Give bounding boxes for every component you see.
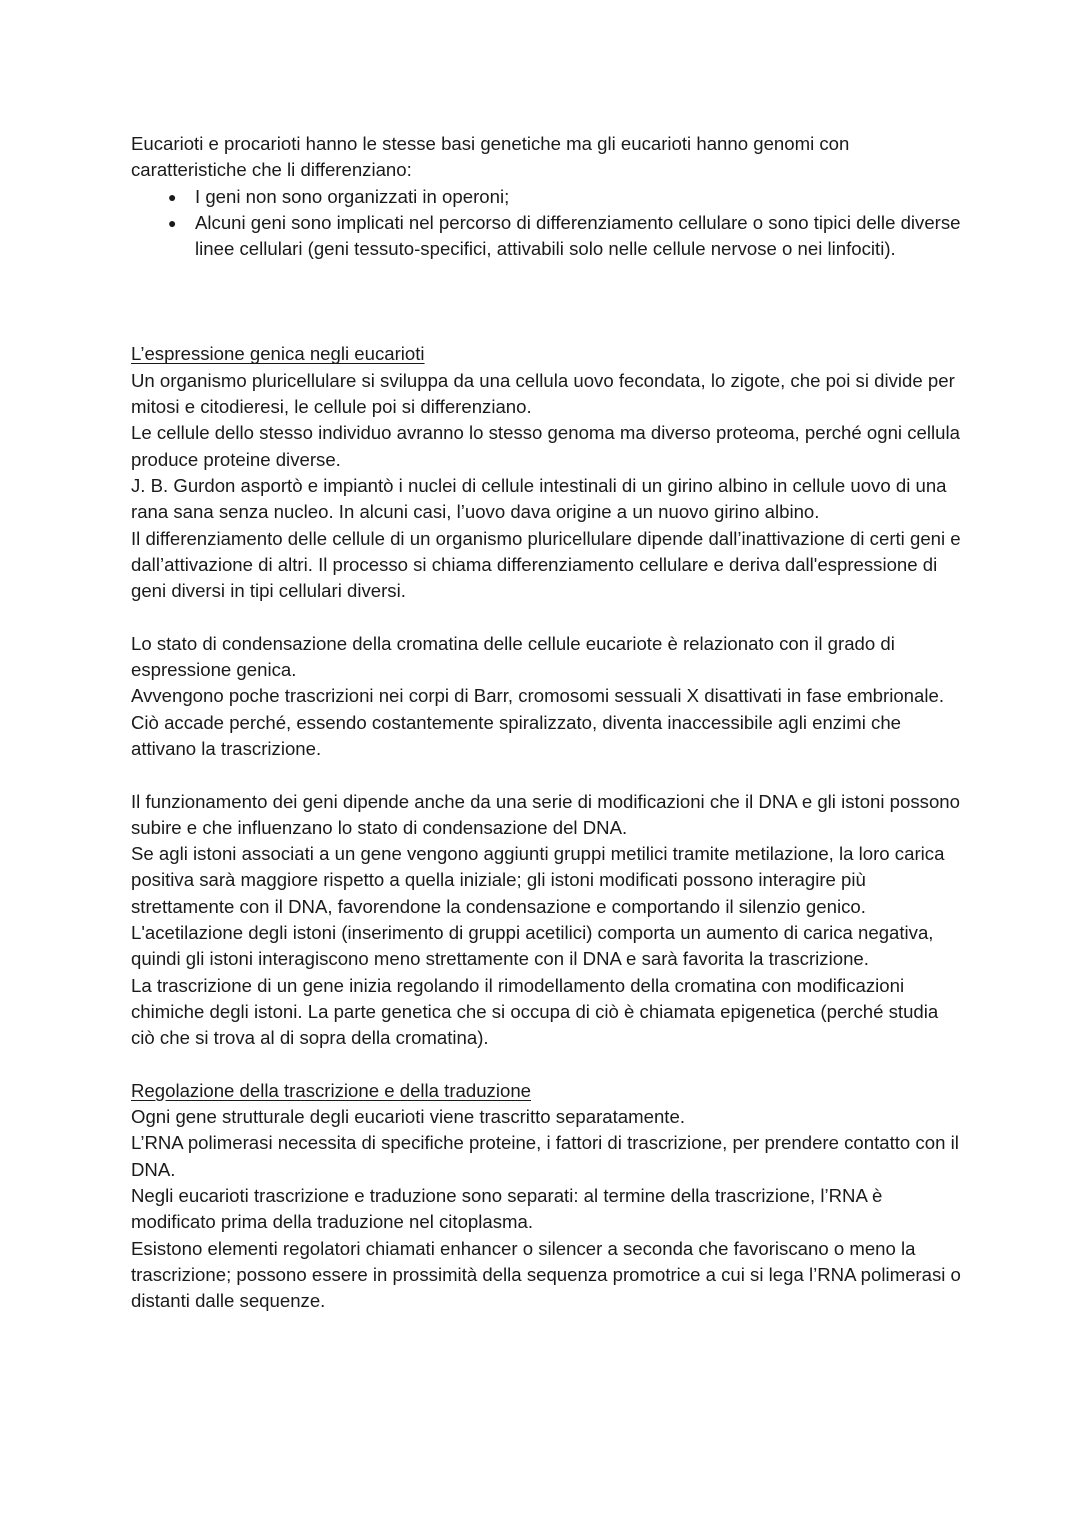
intro-block [131,131,961,262]
intro-bullet-list [131,184,961,263]
section-title: L’espressione genica negli eucarioti [131,343,425,365]
paragraph: Esistono elementi regolatori chiamati enhancer o silencer a seconda che favoriscano o meno la trascrizione; possono essere in prossimità della sequenza promotrice a cui si lega l’RNA polimerasi o distanti dalle sequenze. [131,1237,961,1312]
paragraph: Le cellule dello stesso individuo avranno lo stesso genoma ma diverso proteoma, perché ogni cellula produce proteine diverse. [131,422,960,470]
bullet-icon: ● [168,214,177,231]
paragraph: L'acetilazione degli istoni (inserimento di gruppi acetilici) comporta un aumento di carica negativa, quindi gli istoni interagiscono meno strettamente con il DNA e sarà favorita la trascrizione. [131,922,934,970]
paragraph: Negli eucarioti trascrizione e traduzione sono separati: al termine della trascrizione, l’RNA è modificato prima della traduzione nel citoplasma. [131,1184,883,1233]
list-item-text: Alcuni geni sono implicati nel percorso di differenziamento cellulare o sono tipici delle diverse linee cellulari (geni tessuto-specifici, attivabili solo nelle cellule nervose o nei linfociti). [195,211,961,260]
paragraph: L’RNA polimerasi necessita di specifiche proteine, i fattori di trascrizione, per prendere contatto con il DNA. [131,1132,959,1180]
paragraph: Se agli istoni associati a un gene vengono aggiunti gruppi metilici tramite metilazione, la loro carica positiva sarà maggiore rispetto a quella iniziale; gli istoni modificati possono interagire più strettamente con il DNA, favorendone la condensazione e comportando il silenzio genico. [131,843,945,917]
document-page [131,131,961,1314]
list-item-text: I geni non sono organizzati in operoni; [195,185,510,207]
section-transcription-regulation [131,1078,961,1315]
list-item [131,210,961,263]
section-title: Regolazione della trascrizione e della traduzione [131,1079,532,1101]
paragraph: J. B. Gurdon asportò e impiantò i nuclei di cellule intestinali di un girino albino in cellule uovo di una rana sana senza nucleo. In alcuni casi, l’uovo dava origine a un nuovo girino albino. [131,474,947,523]
paragraph: Un organismo pluricellulare si sviluppa da una cellula uovo fecondata, lo zigote, che poi si divide per mitosi e citodieresi, le cellule poi si differenziano. [131,369,955,418]
paragraph: La trascrizione di un gene inizia regolando il rimodellamento della cromatina con modificazioni chimiche degli istoni. La parte genetica che si occupa di ciò è chiamata epigenetica (perché studia ciò che si trova al di sopra della cromatina). [131,974,939,1049]
intro-paragraph: Eucarioti e procarioti hanno le stesse basi genetiche ma gli eucarioti hanno genomi con caratteristiche che li differenziano: [131,133,850,181]
paragraph: Ogni gene strutturale degli eucarioti viene trascritto separatamente. [131,1106,685,1128]
section-histone-modifications [131,789,961,1052]
section-gene-expression [131,341,961,604]
paragraph: Il funzionamento dei geni dipende anche da una serie di modificazioni che il DNA e gli istoni possono subire e che influenzano lo stato di condensazione del DNA. [131,790,960,838]
paragraph: Avvengono poche trascrizioni nei corpi di Barr, cromosomi sessuali X disattivati in fase embrionale. Ciò accade perché, essendo costantemente spiralizzato, diventa inaccessibile agli enzimi che attivano la trascrizione. [131,685,945,759]
section-chromatin [131,631,961,762]
list-item [131,184,961,210]
paragraph: Il differenziamento delle cellule di un organismo pluricellulare dipende dall’inattivazione di certi geni e dall’attivazione di altri. Il processo si chiama differenziamento cellulare e deriva dall'espressione di geni diversi in tipi cellulari diversi. [131,527,961,602]
paragraph: Lo stato di condensazione della cromatina delle cellule eucariote è relazionato con il grado di espressione genica. [131,632,895,681]
bullet-icon: ● [168,188,177,205]
